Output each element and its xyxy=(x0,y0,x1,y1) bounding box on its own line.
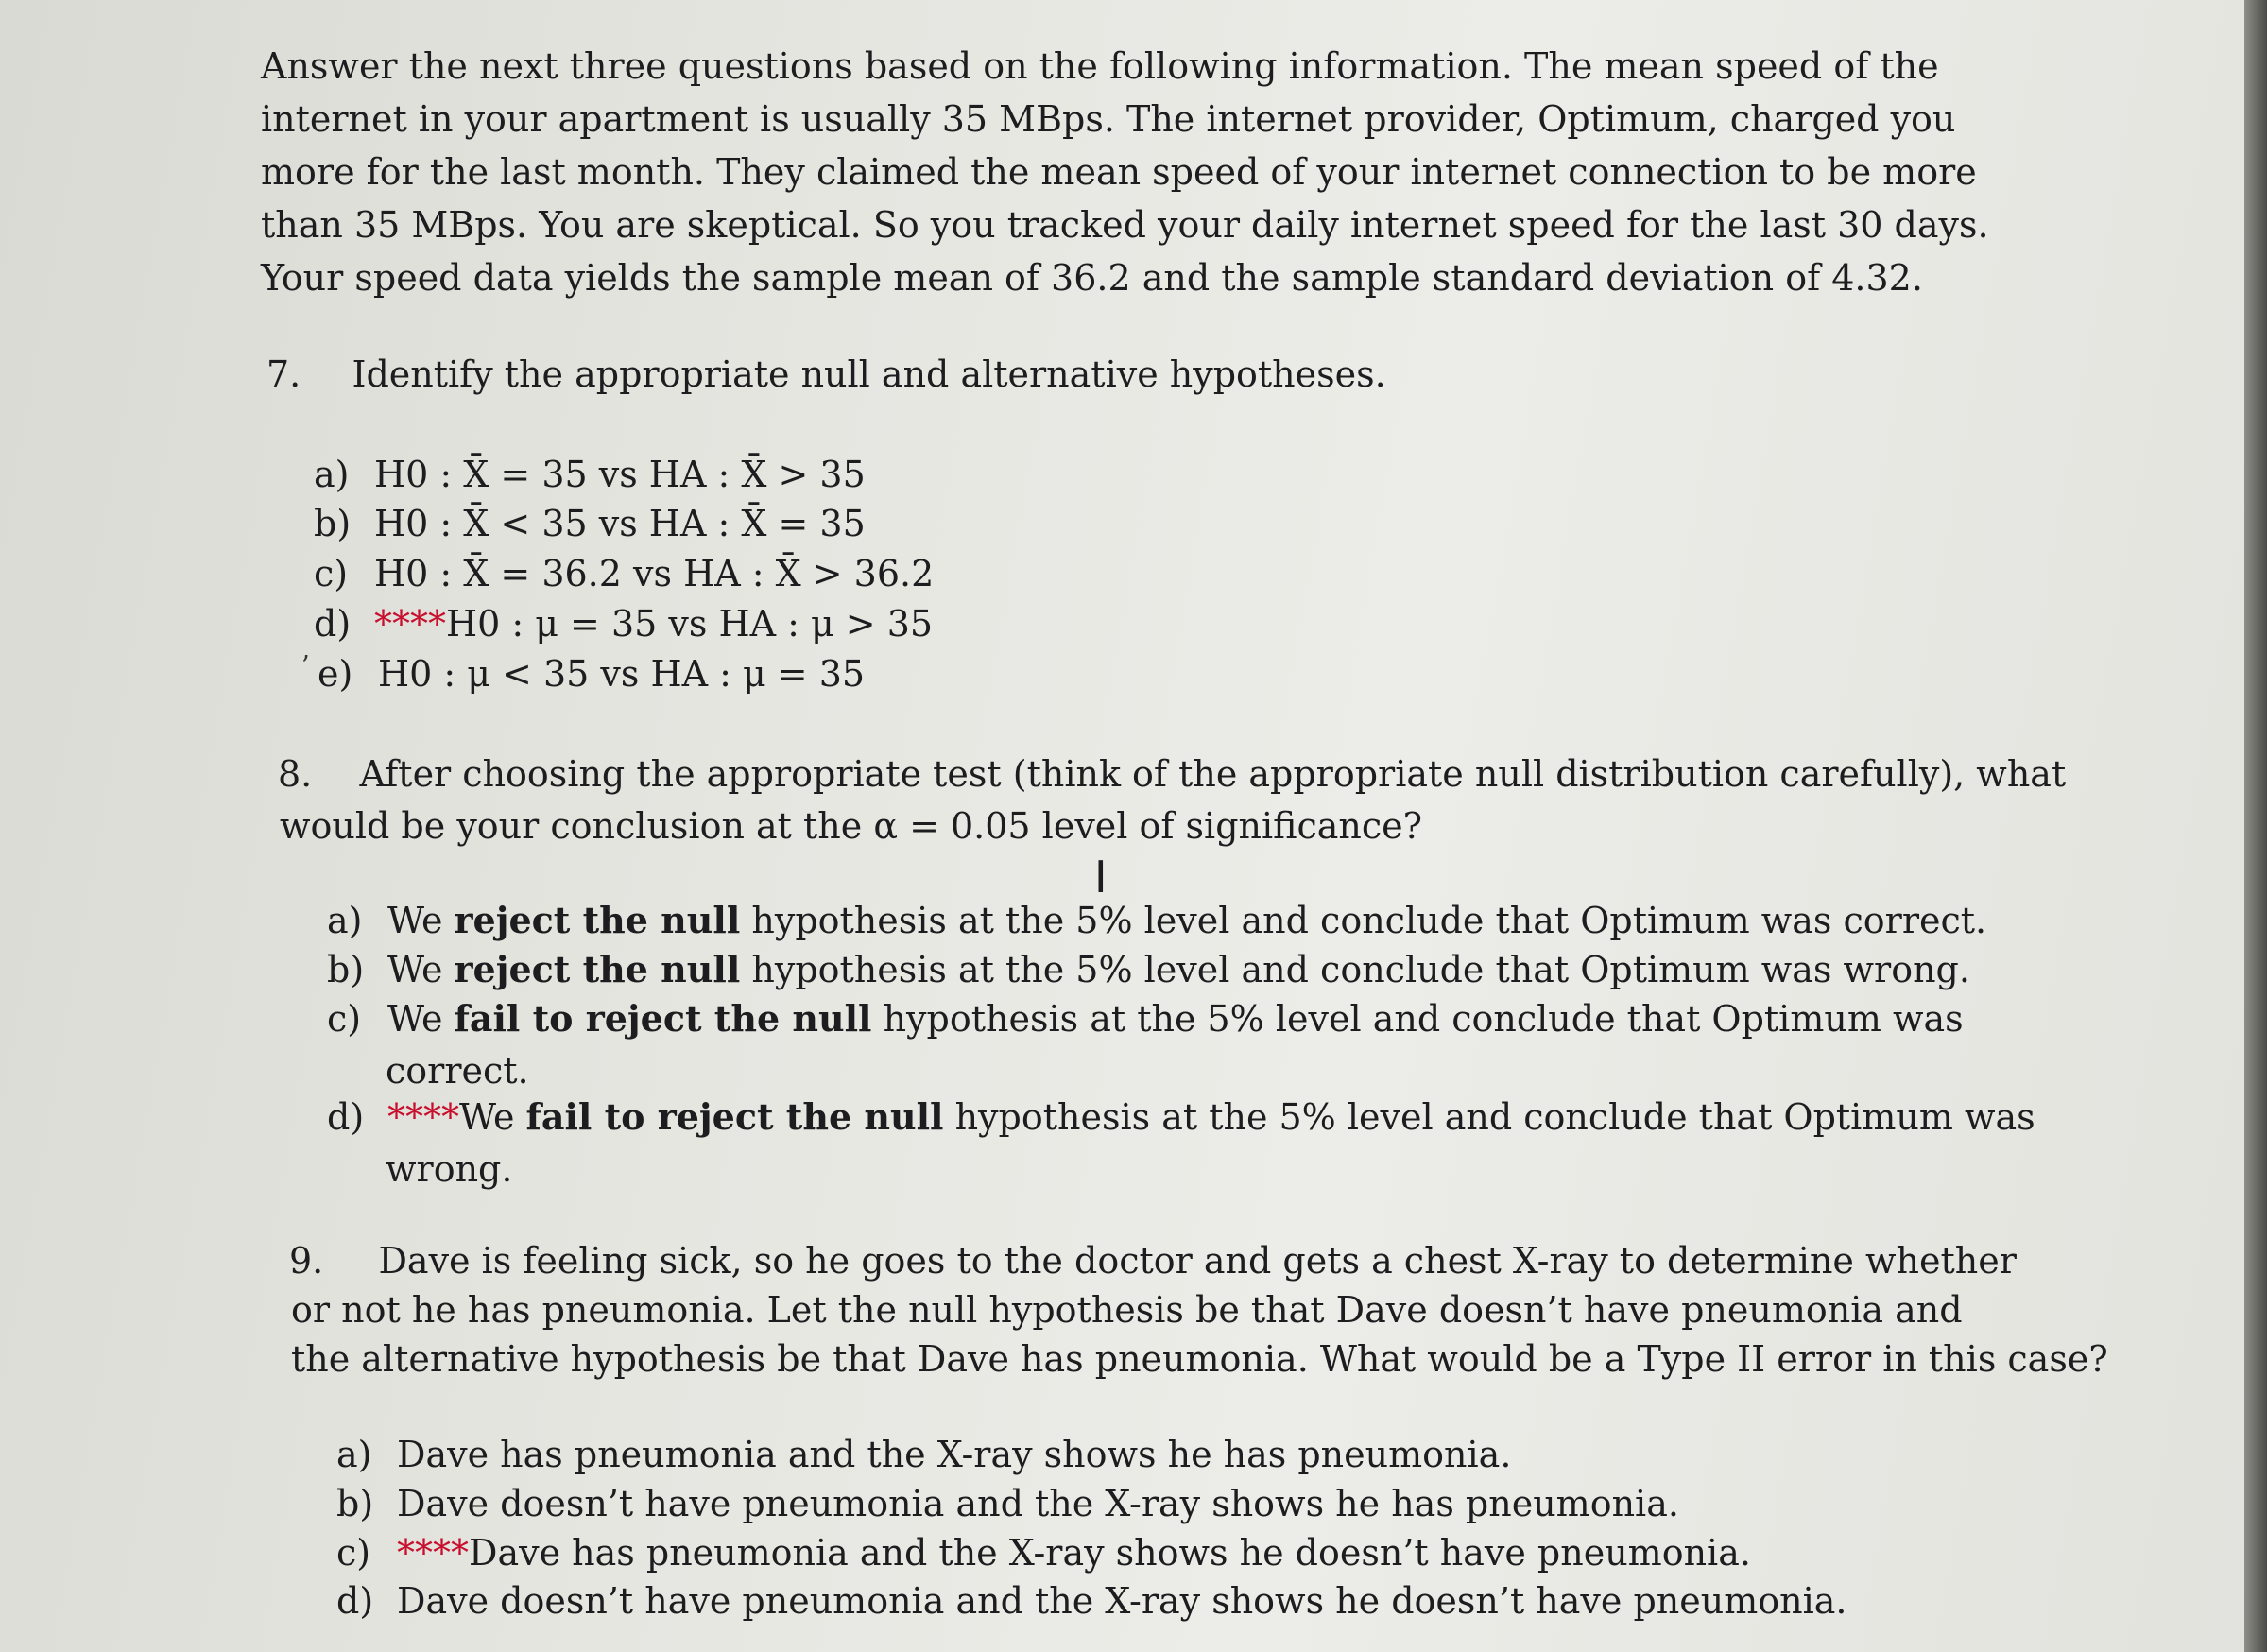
option-8a xyxy=(327,898,1986,943)
option-7e xyxy=(318,651,865,697)
option-text: H0 : μ = 35 vs HA : μ > 35 xyxy=(446,603,934,645)
option-text: Dave has pneumonia and the X-ray shows he doesn’t have pneumonia. xyxy=(469,1532,1751,1574)
text-cursor-icon: I xyxy=(1094,852,1108,903)
question-number: 7. xyxy=(266,353,301,395)
intro-line: internet in your apartment is usually 35 MBps. The internet provider, Optimum, charged you xyxy=(261,98,1956,140)
option-text-pre: We xyxy=(387,998,455,1040)
option-9c xyxy=(336,1530,1751,1575)
option-8b xyxy=(327,947,1970,992)
option-letter: d) xyxy=(314,603,352,645)
option-letter: b) xyxy=(336,1483,374,1524)
option-text-pre: We xyxy=(387,900,455,941)
option-8c-continuation: correct. xyxy=(386,1050,529,1092)
option-text: H0 : X̄ = 36.2 vs HA : X̄ > 36.2 xyxy=(374,553,935,594)
option-8d xyxy=(327,1094,2035,1140)
option-text-bold: reject the null xyxy=(454,899,741,941)
intro-line: more for the last month. They claimed the mean speed of your internet connection to be more xyxy=(261,151,1977,193)
option-8d-continuation: wrong. xyxy=(386,1148,513,1190)
intro-line: Your speed data yields the sample mean of 36.2 and the sample standard deviation of 4.32. xyxy=(261,257,1923,299)
question-number: 9. xyxy=(289,1240,324,1282)
answer-marker: **** xyxy=(387,1096,459,1138)
question-text-line: or not he has pneumonia. Let the null hypothesis be that Dave doesn’t have pneumonia and xyxy=(291,1289,1963,1331)
option-7a xyxy=(314,452,866,497)
question-text: Dave is feeling sick, so he goes to the doctor and gets a chest X-ray to determine whether xyxy=(378,1240,2017,1282)
option-letter: c) xyxy=(327,998,362,1040)
option-text: H0 : X̄ = 35 vs HA : X̄ > 35 xyxy=(374,454,866,495)
option-text: H0 : μ < 35 vs HA : μ = 35 xyxy=(378,653,866,695)
option-letter: a) xyxy=(314,454,350,495)
option-text: Dave has pneumonia and the X-ray shows he has pneumonia. xyxy=(397,1434,1512,1475)
option-text-bold: fail to reject the null xyxy=(454,997,872,1040)
option-text-pre: We xyxy=(459,1096,526,1138)
option-letter: e) xyxy=(318,653,353,695)
question-text: Identify the appropriate null and alternative hypotheses. xyxy=(352,353,1386,395)
option-text-bold: reject the null xyxy=(454,948,741,990)
question-text-line: the alternative hypothesis be that Dave has pneumonia. What would be a Type II error in this case? xyxy=(291,1338,2108,1380)
option-text: H0 : X̄ < 35 vs HA : X̄ = 35 xyxy=(374,503,866,544)
option-text-post: hypothesis at the 5% level and conclude that Optimum was wrong. xyxy=(740,949,1970,990)
question-number: 8. xyxy=(278,753,313,795)
option-text-pre: We xyxy=(387,949,455,990)
option-7c xyxy=(314,551,934,596)
option-text-bold: fail to reject the null xyxy=(525,1095,944,1138)
option-letter: b) xyxy=(314,503,352,544)
intro-line: than 35 MBps. You are skeptical. So you tracked your daily internet speed for the last 30 days. xyxy=(261,204,1989,246)
option-text: Dave doesn’t have pneumonia and the X-ray shows he doesn’t have pneumonia. xyxy=(397,1580,1847,1622)
option-8c xyxy=(327,996,1964,1041)
option-letter: b) xyxy=(327,949,365,990)
option-9a xyxy=(336,1432,1511,1477)
option-9d xyxy=(336,1578,1847,1624)
question-text-line2: would be your conclusion at the α = 0.05 level of significance? xyxy=(280,805,1423,847)
option-text-post: hypothesis at the 5% level and conclude that Optimum was correct. xyxy=(740,900,1987,941)
option-letter: d) xyxy=(327,1096,365,1138)
option-letter: a) xyxy=(327,900,363,941)
screen-edge xyxy=(2244,0,2267,1652)
option-9b xyxy=(336,1481,1679,1526)
question-text: After choosing the appropriate test (think of the appropriate null distribution carefully), what xyxy=(359,753,2067,795)
option-text-post: hypothesis at the 5% level and conclude that Optimum was xyxy=(871,998,1964,1040)
option-7b xyxy=(314,501,866,546)
option-letter: c) xyxy=(336,1532,371,1574)
pen-mark: ʼ xyxy=(301,650,309,681)
option-letter: a) xyxy=(336,1434,372,1475)
option-7d xyxy=(314,601,933,646)
intro-line: Answer the next three questions based on the following information. The mean speed of the xyxy=(261,45,1939,87)
option-letter: c) xyxy=(314,553,349,594)
option-letter: d) xyxy=(336,1580,374,1622)
option-text: Dave doesn’t have pneumonia and the X-ray shows he has pneumonia. xyxy=(397,1483,1679,1524)
answer-marker: **** xyxy=(374,603,446,645)
option-text-post: hypothesis at the 5% level and conclude that Optimum was xyxy=(943,1096,2035,1138)
answer-marker: **** xyxy=(397,1532,469,1574)
